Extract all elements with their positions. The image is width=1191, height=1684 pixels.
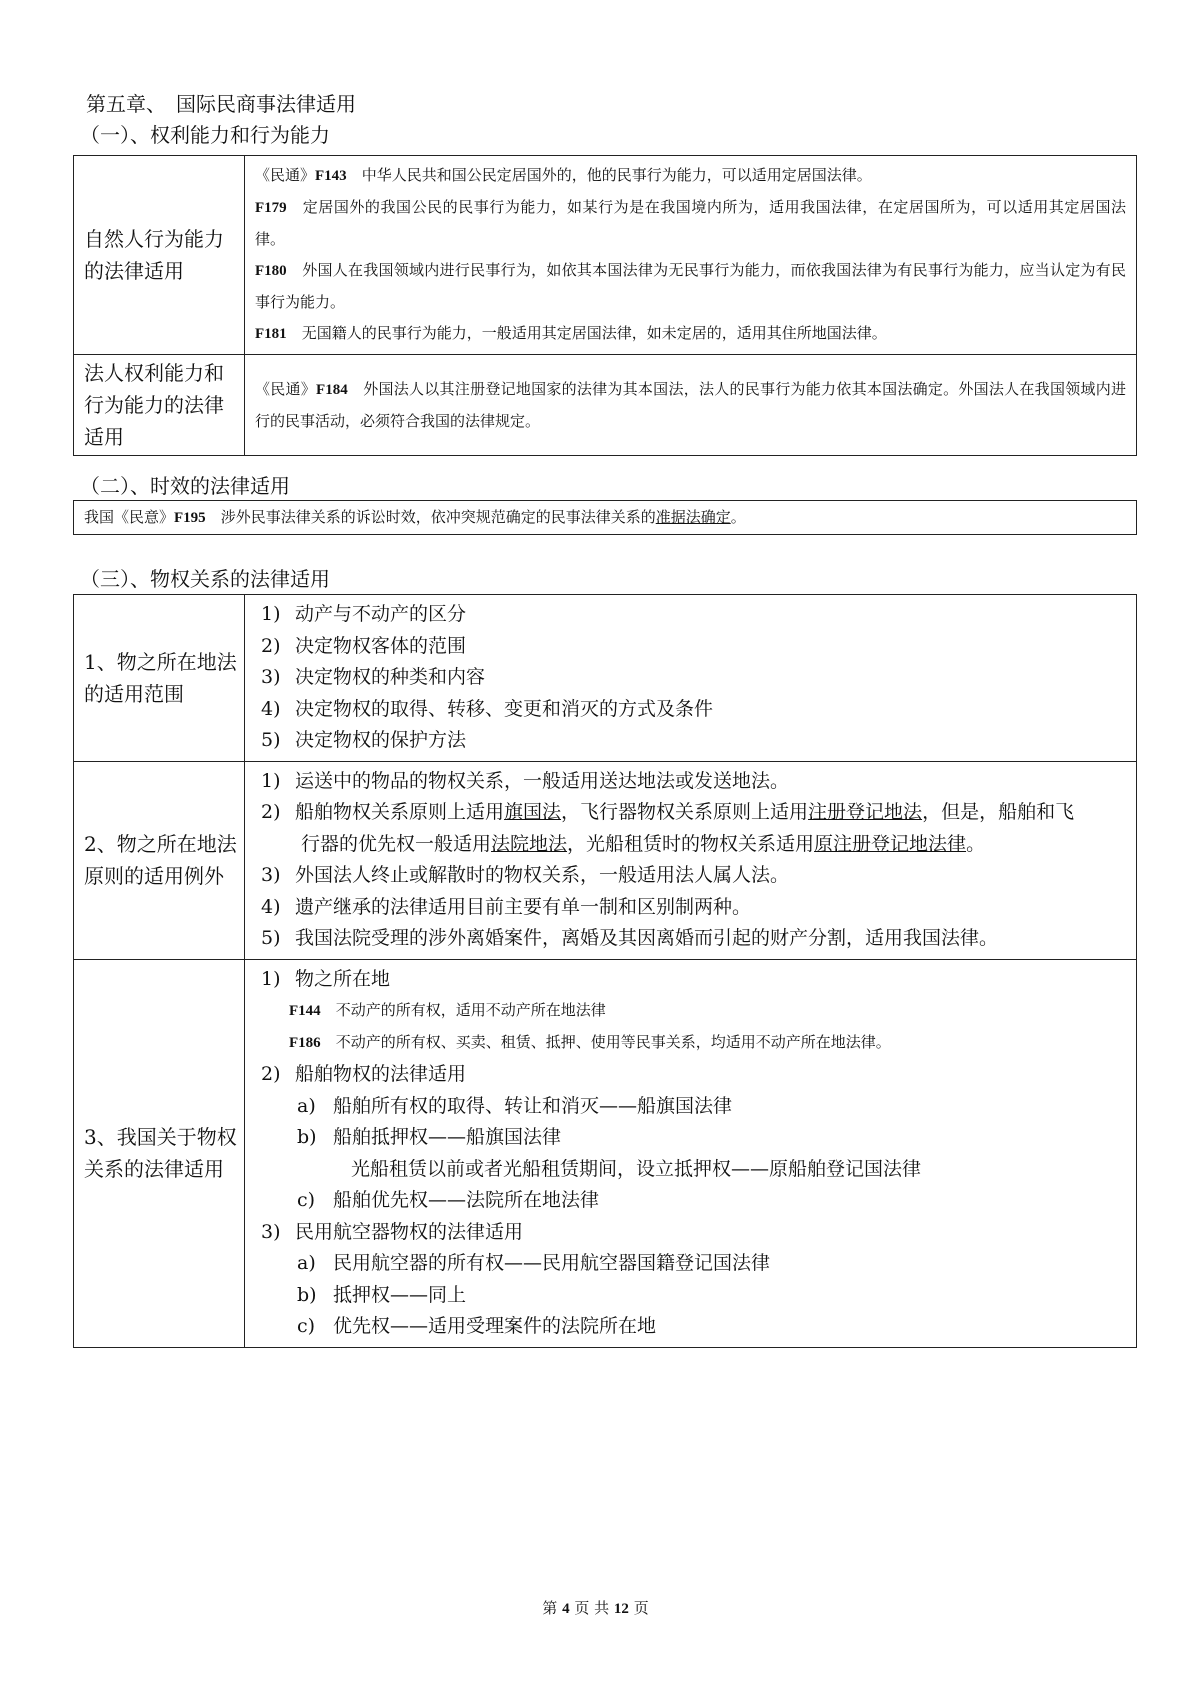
- clause: F181 无国籍人的民事行为能力，一般适用其定居国法律，如未定居的，适用其住所地国法律。: [255, 324, 887, 342]
- sub-item: c) 优先权——适用受理案件的法院所在地: [297, 1315, 657, 1337]
- row-content: 我国《民意》F195 涉外民事法律关系的诉讼时效，依冲突规范确定的民事法律关系的准据法确定。: [74, 501, 1137, 535]
- list-item: 2) 船舶物权关系原则上适用旗国法，飞行器物权关系原则上适用注册登记地法，但是，船舶和飞: [261, 801, 1075, 823]
- list-item: 1) 运送中的物品的物权关系，一般适用送达地法或发送地法。: [261, 769, 790, 792]
- list-item: 2) 船舶物权的法律适用: [261, 1063, 467, 1085]
- list-item: 1) 物之所在地: [261, 967, 391, 990]
- sub-item: a) 民用航空器的所有权——民用航空器国籍登记国法律: [297, 1252, 771, 1274]
- list-item: 4) 决定物权的取得、转移、变更和消灭的方式及条件: [261, 697, 714, 720]
- total-pages: 12: [613, 1601, 629, 1617]
- list-item: 2) 决定物权客体的范围: [261, 634, 467, 657]
- sub-item: c) 船舶优先权——法院所在地法律: [297, 1189, 600, 1211]
- row-content: [245, 156, 1137, 355]
- row-content: [245, 595, 1137, 762]
- current-page-number: 4: [562, 1601, 570, 1617]
- list-item: 3) 决定物权的种类和内容: [261, 666, 486, 688]
- table-row: [74, 761, 1137, 959]
- section-3-title: （三）、物权关系的法律适用: [80, 567, 330, 591]
- page-footer: 第 4 页 共 12 页: [542, 1599, 649, 1617]
- list-item: 5) 我国法院受理的涉外离婚案件，离婚及其因离婚而引起的财产分割，适用我国法律。: [261, 927, 999, 949]
- limitation-table: [73, 500, 1137, 535]
- table-row: [74, 355, 1137, 456]
- list-item: 4) 遗产继承的法律适用目前主要有单一制和区别制两种。: [261, 895, 752, 918]
- row-label: 2、物之所在地法原则的适用例外: [74, 761, 245, 959]
- row-content: [245, 959, 1137, 1347]
- table-row: [74, 501, 1137, 535]
- section-1-title: （一）、权利能力和行为能力: [80, 123, 330, 147]
- row-content: [245, 355, 1137, 456]
- table-row: [74, 156, 1137, 355]
- row-content: [245, 761, 1137, 959]
- chapter-title: 第五章、 国际民商事法律适用: [86, 92, 356, 116]
- clause: F144 不动产的所有权，适用不动产所在地法律: [289, 1001, 606, 1019]
- list-item: 3) 民用航空器物权的法律适用: [261, 1220, 524, 1243]
- list-item: 3) 外国法人终止或解散时的物权关系，一般适用法人属人法。: [261, 864, 790, 886]
- list-item: 5) 决定物权的保护方法: [261, 729, 467, 751]
- sub-item: b) 抵押权——同上: [297, 1283, 467, 1306]
- table-row: [74, 595, 1137, 762]
- capacity-table: [73, 155, 1137, 456]
- property-table: [73, 594, 1137, 1348]
- table-row: [74, 959, 1137, 1347]
- sub-item: b) 船舶抵押权——船旗国法律: [297, 1126, 562, 1148]
- sub-item-continued: 光船租赁以前或者光船租赁期间，设立抵押权——原船舶登记国法律: [351, 1157, 922, 1180]
- row-label: 1、物之所在地法的适用范围: [74, 595, 245, 762]
- sub-item: a) 船舶所有权的取得、转让和消灭——船旗国法律: [297, 1094, 733, 1117]
- clause: F179 定居国外的我国公民的民事行为能力，如某行为是在我国境内所为，适用我国法律，在定居国所为，可以适用其定居国法律。: [255, 198, 1126, 248]
- row-label: 自然人行为能力的法律适用: [74, 156, 245, 355]
- clause: F180 外国人在我国领域内进行民事行为，如依其本国法律为无民事行为能力，而依我国法律为有民事行为能力，应当认定为有民事行为能力。: [255, 261, 1126, 311]
- section-2-title: （二）、时效的法律适用: [80, 474, 290, 498]
- list-item-continued: 行器的优先权一般适用法院地法，光船租赁时的物权关系适用原注册登记地法律。: [301, 832, 986, 855]
- clause: F186 不动产的所有权、买卖、租赁、抵押、使用等民事关系，均适用不动产所在地法律。: [289, 1033, 891, 1051]
- list-item: 1) 动产与不动产的区分: [261, 603, 467, 625]
- clause: 《民通》F143 中华人民共和国公民定居国外的，他的民事行为能力，可以适用定居国法律。: [255, 166, 872, 184]
- row-label: 法人权利能力和行为能力的法律适用: [74, 355, 245, 456]
- row-label: 3、我国关于物权关系的法律适用: [74, 959, 245, 1347]
- clause: 《民通》F184 外国法人以其注册登记地国家的法律为其本国法，法人的民事行为能力依其本国法确定。外国法人在我国领域内进行的民事活动，必须符合我国的法律规定。: [255, 379, 1126, 430]
